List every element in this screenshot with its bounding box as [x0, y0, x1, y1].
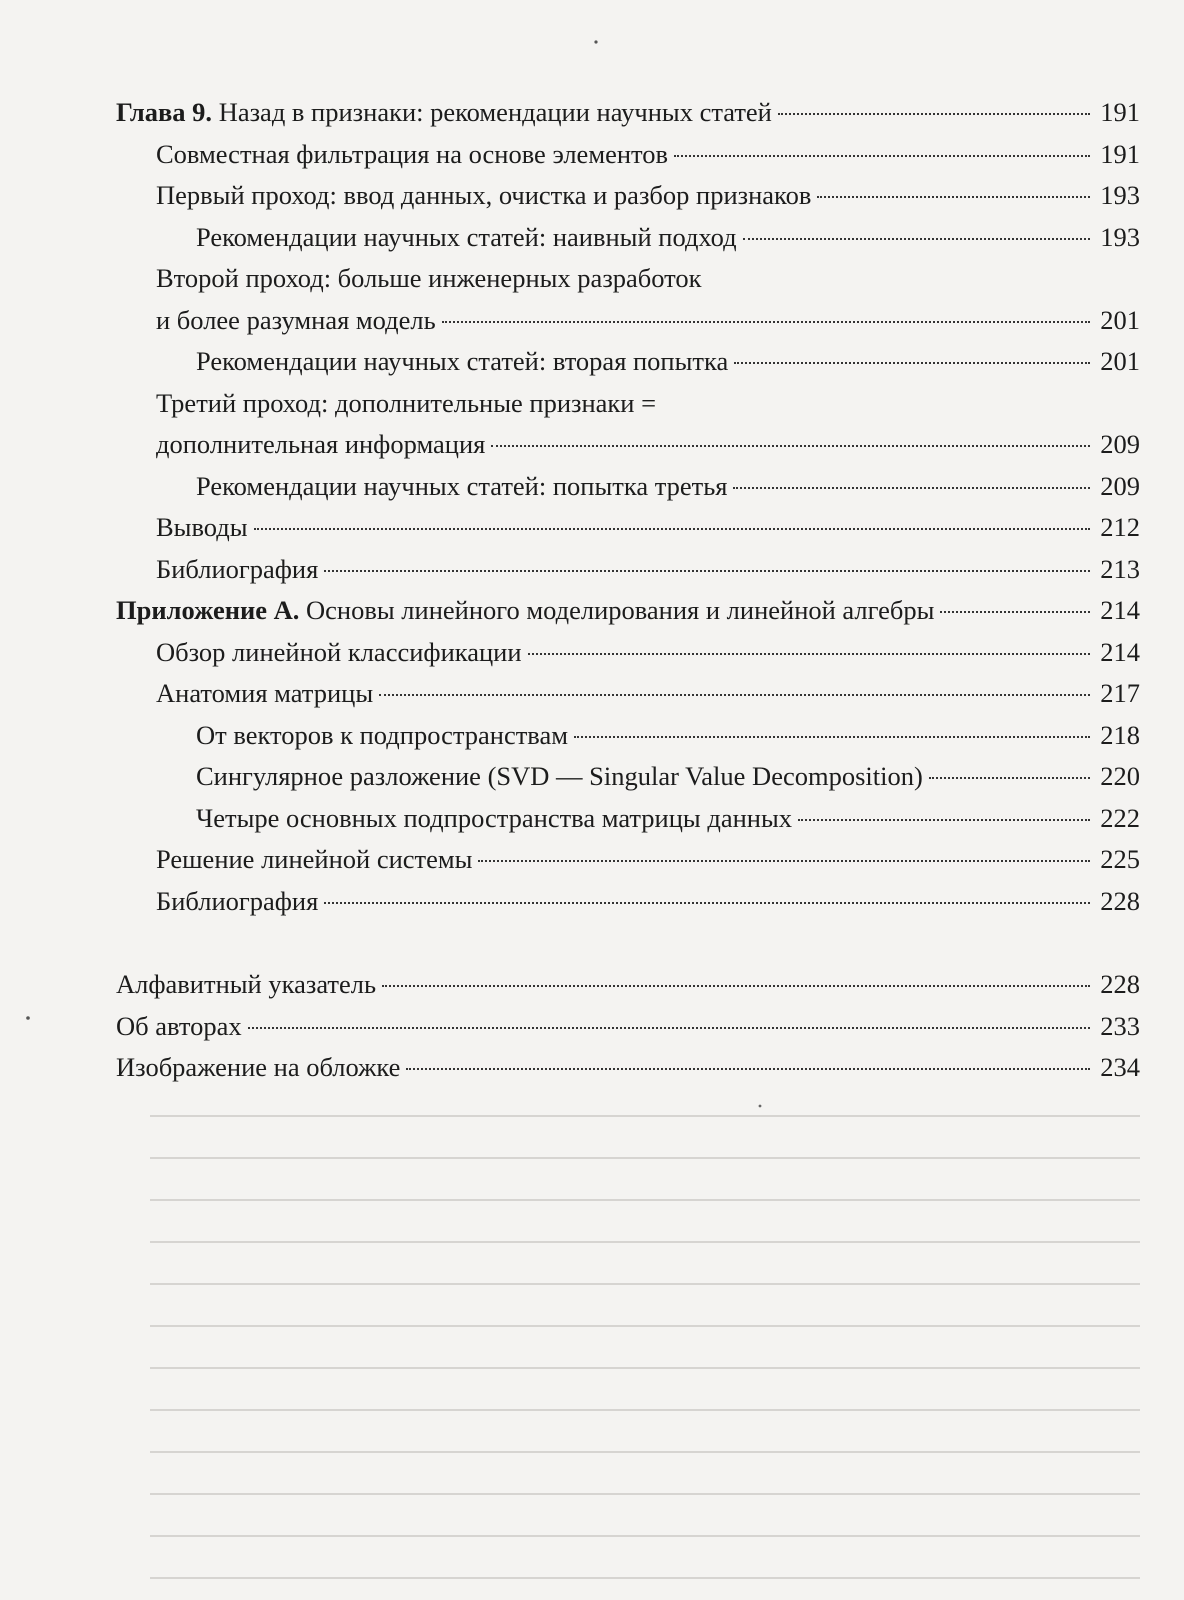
toc-entry-prefix: Приложение А.: [116, 595, 300, 625]
toc-entry-row: [156, 549, 1140, 591]
toc-entry-title: [116, 964, 376, 1006]
toc-entry-label: Четыре основных подпространства матрицы данных: [196, 802, 793, 833]
toc-entry-row: [156, 424, 1140, 466]
dot-leader: [743, 238, 1090, 240]
toc-page-number: 233: [1100, 1010, 1140, 1041]
toc-entry-row: [116, 964, 1140, 1006]
toc-entry: [116, 590, 1140, 632]
toc-entry-title: [196, 217, 737, 259]
dot-leader: [324, 570, 1090, 572]
toc-page-number: 225: [1100, 844, 1140, 874]
toc-entry-row: [196, 715, 1140, 757]
dot-leader: [778, 113, 1090, 115]
toc-page-number: 214: [1100, 636, 1140, 667]
dot-leader: [406, 1068, 1090, 1070]
toc-entry-row: [156, 673, 1140, 715]
toc-page-number: 209: [1100, 429, 1140, 459]
toc-entry-label: Назад в признаки: рекомендации научных статей: [218, 97, 772, 127]
toc-entry-title: [156, 632, 522, 674]
toc-entry: [116, 1047, 1140, 1089]
toc-entry-row: [116, 1006, 1140, 1048]
dot-leader: [798, 819, 1090, 821]
toc-page-number: 191: [1100, 97, 1140, 127]
toc-entry-row: [156, 632, 1140, 674]
dot-leader: [382, 985, 1090, 987]
toc-page-number: 220: [1100, 761, 1140, 791]
toc-page-number: 201: [1100, 346, 1140, 376]
toc-entry-title: [196, 715, 568, 757]
toc-entry-row: [156, 300, 1140, 342]
toc-entry: [116, 549, 1140, 591]
toc-entry-row: [156, 134, 1140, 176]
toc-entry-label: Основы линейного моделирования и линейной алгебры: [306, 595, 935, 625]
dot-leader: [528, 653, 1090, 655]
toc-entry-label: Совместная фильтрация на основе элементов: [156, 138, 669, 169]
toc-entry-label: Рекомендации научных статей: вторая попытка: [196, 346, 729, 376]
toc-entry: [116, 798, 1140, 840]
toc-entry: [116, 383, 1140, 466]
toc-entry-label: Об авторах: [116, 1010, 242, 1041]
toc-entry-label: Решение линейной системы: [156, 844, 473, 874]
dot-leader: [574, 736, 1090, 738]
toc-entry-label: Сингулярное разложение (SVD — Singular Value Decomposition): [196, 761, 923, 791]
toc-entry-row: [116, 590, 1140, 632]
toc-page-number: 213: [1100, 553, 1140, 584]
toc-entry-label: Алфавитный указатель: [116, 969, 377, 999]
toc-entry: [116, 217, 1140, 259]
toc-page-number: 214: [1100, 595, 1140, 625]
toc-entry-row: [116, 92, 1140, 134]
toc-page-number: 193: [1100, 221, 1140, 252]
toc-entry-title: [156, 424, 485, 466]
toc-entry-row: [196, 466, 1140, 508]
toc-entry-label: От векторов к подпространствам: [196, 719, 568, 750]
toc-page-number: 228: [1100, 885, 1140, 916]
toc-entry-label: Первый проход: ввод данных, очистка и разбор признаков: [156, 180, 812, 210]
toc-page-number: 217: [1100, 678, 1140, 708]
dot-leader: [478, 860, 1090, 862]
toc-entry-title-line1: Третий проход: дополнительные признаки =: [156, 387, 657, 418]
toc-entry-title: [156, 549, 318, 591]
toc-entry-title: [156, 300, 436, 342]
toc-entry-row: [156, 175, 1140, 217]
toc-entry-title: [116, 1006, 242, 1048]
dot-leader: [379, 694, 1090, 696]
dot-leader: [733, 487, 1090, 489]
toc-entry: [116, 258, 1140, 341]
toc-entry-row: [156, 839, 1140, 881]
toc-page-number: 212: [1100, 512, 1140, 542]
toc-entry-row: [196, 756, 1140, 798]
dot-leader: [929, 777, 1090, 779]
toc-entry-prefix: Глава 9.: [116, 97, 213, 127]
toc-entry-title: [196, 466, 727, 508]
toc-page-number: 234: [1100, 1052, 1140, 1082]
toc-entry-title: [156, 134, 668, 176]
toc-entry-title: [156, 507, 248, 549]
dot-leader: [734, 362, 1090, 364]
toc-entry: [116, 134, 1140, 176]
toc-entry: [116, 632, 1140, 674]
toc-entry: [116, 839, 1140, 881]
toc-page-number: 191: [1100, 138, 1140, 169]
toc-entry-title: [196, 756, 923, 798]
dot-leader: [254, 528, 1090, 530]
toc-entry-label: и более разумная модель: [156, 304, 436, 335]
toc-page-number: 228: [1100, 969, 1140, 999]
toc-entry-title: [196, 798, 792, 840]
toc-entry: [116, 881, 1140, 923]
toc-entry-title: [116, 92, 772, 134]
toc-entry-title: [196, 341, 728, 383]
toc-entry-row: [156, 881, 1140, 923]
dot-leader: [248, 1027, 1090, 1029]
toc-entry-label: Библиография: [156, 885, 319, 916]
table-of-contents: [116, 92, 1140, 1089]
dot-leader: [674, 155, 1090, 157]
toc-entry-title: [156, 175, 811, 217]
toc-entry: [116, 175, 1140, 217]
toc-entry-title: [116, 1047, 400, 1089]
dot-leader: [491, 445, 1090, 447]
toc-entry-title: [156, 839, 472, 881]
toc-entry-title-line1: Второй проход: больше инженерных разработок: [156, 263, 702, 293]
toc-entry: [116, 466, 1140, 508]
toc-entry-label: дополнительная информация: [156, 429, 486, 459]
toc-entry-row: [156, 507, 1140, 549]
toc-page-number: 209: [1100, 470, 1140, 501]
toc-entry-row: [196, 217, 1140, 259]
toc-entry-row: [196, 341, 1140, 383]
toc-entry: [116, 92, 1140, 134]
toc-entry: [116, 1006, 1140, 1048]
toc-entry-title: [156, 673, 373, 715]
toc-entry: [116, 715, 1140, 757]
toc-page-number: 222: [1100, 802, 1140, 833]
toc-entry-title: [156, 881, 318, 923]
toc-entry: [116, 341, 1140, 383]
dot-leader: [324, 902, 1090, 904]
toc-entry: [116, 964, 1140, 1006]
toc-entry-label: Обзор линейной классификации: [156, 636, 522, 667]
toc-entry: [116, 673, 1140, 715]
toc-entry: [116, 756, 1140, 798]
toc-entry-label: Выводы: [156, 512, 248, 542]
toc-entry-label: Рекомендации научных статей: попытка третья: [196, 470, 728, 501]
toc-page-number: 218: [1100, 719, 1140, 750]
toc-entry-row: [116, 1047, 1140, 1089]
toc-entry-title: [116, 590, 934, 632]
dot-leader: [442, 321, 1090, 323]
toc-entry: [116, 507, 1140, 549]
toc-entry-label: Рекомендации научных статей: наивный подход: [196, 221, 737, 252]
dot-leader: [817, 196, 1090, 198]
toc-page-number: 201: [1100, 304, 1140, 335]
toc-entry-label: Анатомия матрицы: [156, 678, 374, 708]
toc-entry-label: Изображение на обложке: [116, 1052, 401, 1082]
toc-entry-label: Библиография: [156, 553, 319, 584]
toc-page-number: 193: [1100, 180, 1140, 210]
dot-leader: [940, 611, 1090, 613]
toc-entry-row: [196, 798, 1140, 840]
